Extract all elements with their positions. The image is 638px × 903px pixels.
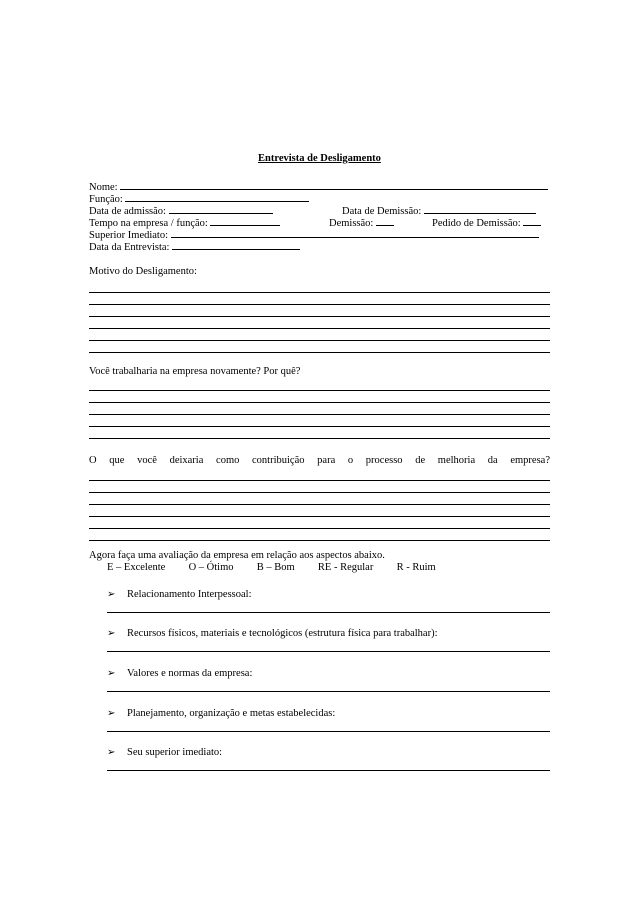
motivo-line[interactable] bbox=[89, 340, 550, 353]
demissao-label: Demissão: bbox=[329, 218, 374, 229]
arrow-bullet-icon: ➢ bbox=[107, 589, 116, 600]
data-demissao-label: Data de Demissão: bbox=[342, 206, 422, 217]
data-entrevista-field[interactable] bbox=[172, 239, 300, 250]
contribuicao-word: de bbox=[415, 455, 426, 466]
arrow-bullet-icon: ➢ bbox=[107, 708, 116, 719]
motivo-label: Motivo do Desligamento: bbox=[89, 266, 197, 277]
data-demissao-field[interactable] bbox=[424, 203, 536, 214]
funcao-field[interactable] bbox=[125, 191, 309, 202]
superior-field[interactable] bbox=[171, 227, 539, 238]
data-admissao-field[interactable] bbox=[169, 203, 273, 214]
superior-label: Superior Imediato: bbox=[89, 230, 169, 241]
data-admissao-label: Data de admissão: bbox=[89, 206, 166, 217]
avaliacao-item-line[interactable] bbox=[107, 679, 550, 692]
contribuicao-line[interactable] bbox=[89, 528, 550, 541]
contribuicao-word: contribuição bbox=[252, 455, 305, 466]
contribuicao-word: da bbox=[487, 455, 498, 466]
contribuicao-word: como bbox=[216, 455, 240, 466]
avaliacao-item-label: Seu superior imediato: bbox=[127, 747, 223, 758]
contribuicao-word: você bbox=[137, 455, 157, 466]
contribuicao-word: o bbox=[347, 455, 354, 466]
contribuicao-word: O bbox=[89, 455, 97, 466]
document-title: Entrevista de Desligamento bbox=[258, 153, 381, 164]
avaliacao-intro: Agora faça uma avaliação da empresa em relação aos aspectos abaixo. bbox=[89, 550, 385, 561]
trabalharia-label: Você trabalharia na empresa novamente? Por quê? bbox=[89, 366, 301, 377]
avaliacao-item-label: Relacionamento Interpessoal: bbox=[127, 589, 252, 600]
pedido-demissao-field[interactable] bbox=[523, 215, 541, 226]
scale-item: O – Ótimo bbox=[188, 562, 234, 573]
scale-item: RE - Regular bbox=[317, 562, 374, 573]
demissao-field[interactable] bbox=[376, 215, 394, 226]
arrow-bullet-icon: ➢ bbox=[107, 668, 116, 679]
nome-label: Nome: bbox=[89, 182, 118, 193]
contribuicao-word: deixaria bbox=[169, 455, 204, 466]
pedido-demissao-label: Pedido de Demissão: bbox=[432, 218, 521, 229]
data-entrevista-label: Data da Entrevista: bbox=[89, 242, 170, 253]
trabalharia-line[interactable] bbox=[89, 426, 550, 439]
arrow-bullet-icon: ➢ bbox=[107, 747, 116, 758]
contribuicao-label bbox=[89, 455, 550, 468]
scale-item: E – Excelente bbox=[107, 562, 166, 573]
nome-field[interactable] bbox=[120, 179, 548, 190]
contribuicao-word: para bbox=[317, 455, 336, 466]
avaliacao-item-label: Recursos físicos, materiais e tecnológicos (estrutura física para trabalhar): bbox=[127, 628, 438, 639]
data-entrevista-row bbox=[89, 239, 300, 255]
avaliacao-item-line[interactable] bbox=[107, 719, 550, 732]
arrow-bullet-icon: ➢ bbox=[107, 628, 116, 639]
avaliacao-item-label: Valores e normas da empresa: bbox=[127, 668, 253, 679]
contribuicao-word: processo bbox=[365, 455, 403, 466]
avaliacao-item-label: Planejamento, organização e metas estabelecidas: bbox=[127, 708, 336, 719]
scale-item: R - Ruim bbox=[396, 562, 436, 573]
avaliacao-item-line[interactable] bbox=[107, 639, 550, 652]
scale-item: B – Bom bbox=[256, 562, 295, 573]
contribuicao-word: empresa? bbox=[510, 455, 550, 466]
avaliacao-item-line[interactable] bbox=[107, 758, 550, 771]
avaliacao-item-line[interactable] bbox=[107, 600, 550, 613]
contribuicao-word: melhoria bbox=[437, 455, 476, 466]
funcao-label: Função: bbox=[89, 194, 123, 205]
avaliacao-scale bbox=[107, 562, 436, 575]
contribuicao-word: que bbox=[109, 455, 125, 466]
tempo-empresa-label: Tempo na empresa / função: bbox=[89, 218, 208, 229]
tempo-empresa-field[interactable] bbox=[210, 215, 280, 226]
